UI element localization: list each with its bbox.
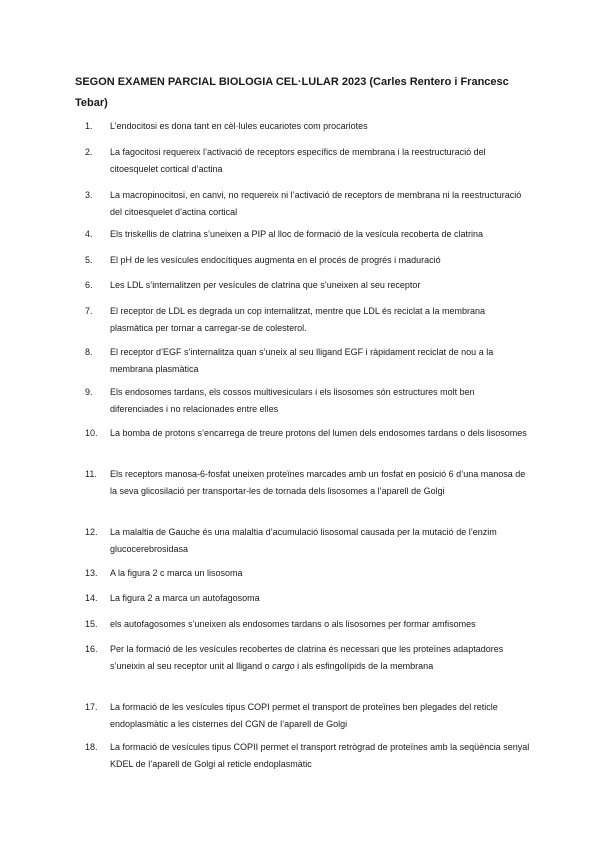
question-number: 17. xyxy=(85,702,98,712)
question-text: El receptor d’EGF s’internalitza quan s’uneix al seu lligand EGF i ràpidament reciclat de nou a la membrana plasmàtica xyxy=(110,347,494,374)
question-text: El receptor de LDL es degrada un cop internalitzat, mentre que LDL és reciclat a la membrana plasmàtica per tornar a carregar-se de colesterol. xyxy=(110,306,486,333)
document-title: SEGON EXAMEN PARCIAL BIOLOGIA CEL·LULAR 2023 (Carles Rentero i Francesc Tebar) xyxy=(75,76,509,109)
question-number: 11. xyxy=(85,469,97,479)
question-text: els autofagosomes s’uneixen als endosomes tardans o als lisosomes per formar amfisomes xyxy=(110,619,476,629)
question-number: 7. xyxy=(85,306,93,316)
question-text: La formació de les vesícules tipus COPI permet el transport de proteïnes ben plegades del reticle endoplasmàtic a les cisternes del CGN de l’aparell de Golgi xyxy=(110,702,498,729)
question-text-part: Per la formació de les vesícules recobertes de clatrina és necessari que les proteïnes adaptadores s’uneixin al seu receptor unit al lligand o xyxy=(110,644,504,671)
question-text: El pH de les vesícules endocítiques augmenta en el procés de progrés i maduració xyxy=(110,255,441,265)
question-number: 18. xyxy=(85,742,98,752)
question-number: 2. xyxy=(85,147,93,157)
question-text: Els triskellis de clatrina s’uneixen a PIP al lloc de formació de la vesícula recoberta de clatrina xyxy=(110,229,484,239)
question-number: 10. xyxy=(85,428,98,438)
question-number: 13. xyxy=(85,568,98,578)
question-text: Els endosomes tardans, els cossos multivesiculars i els lisosomes són estructures molt ben diferenciades i no relacionades entre elles xyxy=(110,387,475,414)
question-number: 1. xyxy=(85,121,93,131)
question-number: 14. xyxy=(85,593,98,603)
question-text: Els receptors manosa-6-fosfat uneixen proteïnes marcades amb un fosfat en posició 6 d’una manosa de la seva glicosilació per transportar-les de tornada dels lisosomes a l’aparell de Golgi xyxy=(110,469,526,496)
question-number: 9. xyxy=(85,387,93,397)
question-number: 16. xyxy=(85,644,98,654)
question-text: La formació de vesícules tipus COPII permet el transport retrògrad de proteïnes amb la seqüència senyal KDEL de l’aparell de Golgi al reticle endoplasmàtic xyxy=(110,742,530,769)
question-number: 6. xyxy=(85,280,93,290)
question-number: 3. xyxy=(85,190,93,200)
question-text: La malaltia de Gauche és una malaltia d’acumulació lisosomal causada per la mutació de l’enzim glucocerebrosidasa xyxy=(110,527,497,554)
question-text: La bomba de protons s’encarrega de treure protons del lumen dels endosomes tardans o dels lisosomes xyxy=(110,428,527,438)
question-text: La figura 2 a marca un autofagosoma xyxy=(110,593,260,603)
question-number: 12. xyxy=(85,527,98,537)
question-text: A la figura 2 c marca un lisosoma xyxy=(110,568,243,578)
question-text-part: i als esfingolípids de la membrana xyxy=(294,661,434,671)
question-text xyxy=(110,641,530,675)
question-text: La fagocitosi requereix l’activació de receptors específics de membrana i la reestructuració del citoesquelet cortical d’actina xyxy=(110,147,486,174)
question-number: 15. xyxy=(85,619,98,629)
question-number: 8. xyxy=(85,347,93,357)
question-text: La macropinocitosi, en canvi, no requereix ni l’activació de receptors de membrana ni la reestructuració del citoesquelet d’actina cortical xyxy=(110,190,522,217)
question-number: 4. xyxy=(85,229,93,239)
question-text: L’endocitosi es dona tant en cèl·lules eucariotes com procariotes xyxy=(110,121,368,131)
question-number: 5. xyxy=(85,255,93,265)
question-text: Les LDL s’internalitzen per vesícules de clatrina que s’uneixen al seu receptor xyxy=(110,280,421,290)
question-text-italic: cargo xyxy=(272,661,295,671)
